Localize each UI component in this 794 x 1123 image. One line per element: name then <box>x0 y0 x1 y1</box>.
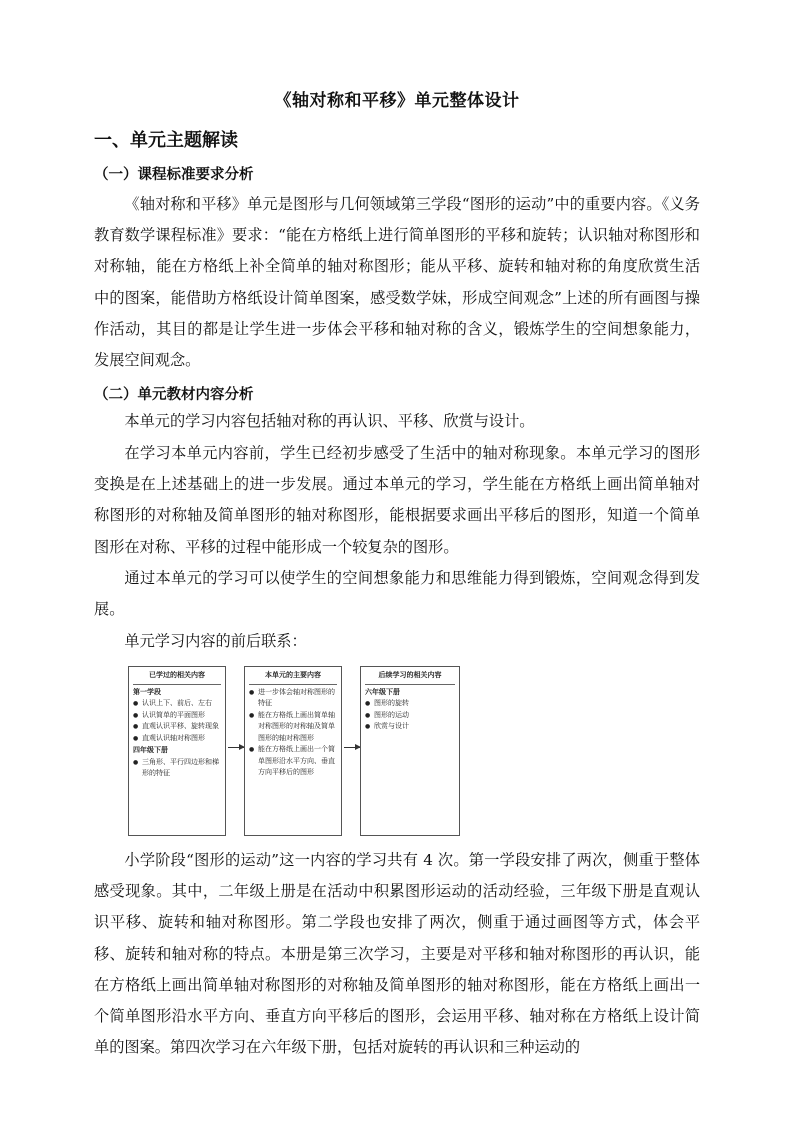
unit-item: ● 能在方格纸上画出一个简单图形沿水平方向、垂直方向平移后的图形 <box>249 744 337 779</box>
section-heading-1: 一、单元主题解读 <box>94 130 238 151</box>
unit-item: ● 进一步体会轴对称图形的特征 <box>249 687 337 710</box>
later-item: ● 图形的运动 <box>365 710 455 722</box>
arrow-right-icon <box>228 747 244 748</box>
arrow-right-icon <box>344 747 360 748</box>
later-content-box <box>360 666 460 836</box>
subsection-heading-1: （一）课程标准要求分析 <box>94 167 254 183</box>
unit-content-header: 本单元的主要内容 <box>249 670 337 685</box>
unit-item: ● 能在方格纸上画出简单轴对称图形的对称轴及简单图形的轴对称图形 <box>249 710 337 745</box>
paragraph-background: 在学习本单元内容前，学生已经初步感受了生活中的轴对称现象。本单元学习的图形变换是在上述基础上的进一步发展。通过本单元的学习，学生能在方格纸上画出简单轴对称图形的对称轴及简单图形的轴对称图形，能根据要求画出平移后的图形，知道一个简单图形在对称、平移的过程中能形成一个较复杂的图形。 <box>94 444 700 556</box>
paragraph-standards: 《轴对称和平移》单元是图形与几何领域第三学段“图形的运动”中的重要内容。《义务教育数学课程标准》要求：“能在方格纸上进行简单图形的平移和旋转；认识轴对称图形和对称轴，能在方格纸上补全简单的轴对称图形；能从平移、旋转和轴对称的角度欣赏生活中的图案，能借助方格纸设计简单图案，感受数学妹，形成空间观念”上述的所有画图与操作活动，其目的都是让学生进一步体会平移和轴对称的含义，锻炼学生的空间想象能力，发展空间观念。 <box>94 195 700 370</box>
prior-item: ● 认识上下、前后、左右 <box>133 698 221 710</box>
prior-item: ● 直观认识轴对称图形 <box>133 733 221 745</box>
content-connection-diagram <box>128 664 462 838</box>
later-content-header: 后续学习的相关内容 <box>365 670 455 685</box>
later-group-1: 六年级下册 <box>365 687 400 696</box>
paragraph-goals: 通过本单元的学习可以使学生的空间想象能力和思维能力得到锻炼，空间观念得到发展。 <box>94 569 700 619</box>
subsection-heading-2: （二）单元教材内容分析 <box>94 387 254 403</box>
document-title: 《轴对称和平移》单元整体设计 <box>274 91 520 111</box>
prior-item: ● 三角形、平行四边形和梯形的特征 <box>133 757 221 780</box>
prior-group-2: 四年级下册 <box>133 746 168 754</box>
paragraph-sequence: 小学阶段“图形的运动”这一内容的学习共有 4 次。第一学段安排了两次，侧重于整体感受现象。其中，二年级上册是在活动中积累图形运动的活动经验，三年级下册是直观认识平移、旋转和轴对称图形。第二学段也安排了两次，侧重于通过画图等方式，体会平移、旋转和轴对称的特点。本册是第三次学习，主要是对平移和轴对称图形的再认识，能在方格纸上画出简单轴对称图形的对称轴及简单图形的轴对称图形，能在方格纸上画出一个简单图形沿水平方向、垂直方向平移后的图形，会运用平移、轴对称在方格纸上设计简单的图案。第四次学习在六年级下册，包括对旋转的再认识和三种运动的 <box>94 851 700 1057</box>
unit-content-box <box>244 666 342 836</box>
paragraph-unit-content: 本单元的学习内容包括轴对称的再认识、平移、欣赏与设计。 <box>124 412 535 430</box>
prior-group-1: 第一学段 <box>133 687 161 696</box>
later-item: ● 欣赏与设计 <box>365 721 455 733</box>
prior-item: ● 认识简单的平面图形 <box>133 710 221 722</box>
later-item: ● 图形的旋转 <box>365 698 455 710</box>
prior-item: ● 直观认识平移、旋转现象 <box>133 721 221 733</box>
prior-content-header: 已学过的相关内容 <box>133 670 221 685</box>
prior-content-box <box>128 666 226 836</box>
paragraph-connection-intro: 单元学习内容的前后联系： <box>124 632 307 650</box>
